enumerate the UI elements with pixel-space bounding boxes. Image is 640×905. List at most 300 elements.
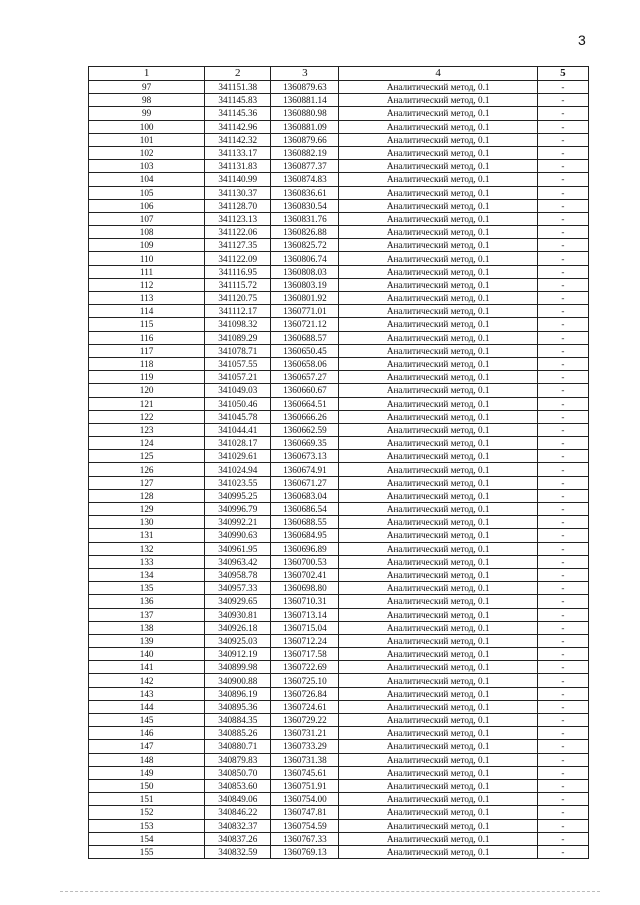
y-coordinate-cell: 1360683.04 — [271, 489, 339, 502]
note-cell: - — [537, 410, 588, 423]
table-row — [89, 753, 589, 766]
table-row — [89, 476, 589, 489]
method-cell: Аналитический метод, 0.1 — [339, 779, 537, 792]
point-number-cell: 147 — [89, 740, 205, 753]
note-cell: - — [537, 81, 588, 94]
x-coordinate-cell: 341078.71 — [205, 344, 271, 357]
method-cell: Аналитический метод, 0.1 — [339, 199, 537, 212]
note-cell: - — [537, 489, 588, 502]
table-row — [89, 344, 589, 357]
point-number-cell: 125 — [89, 450, 205, 463]
note-cell: - — [537, 212, 588, 225]
x-coordinate-cell: 341116.95 — [205, 265, 271, 278]
y-coordinate-cell: 1360669.35 — [271, 437, 339, 450]
x-coordinate-cell: 341122.09 — [205, 252, 271, 265]
x-coordinate-cell: 340961.95 — [205, 542, 271, 555]
table-row — [89, 555, 589, 568]
method-cell: Аналитический метод, 0.1 — [339, 397, 537, 410]
note-cell: - — [537, 503, 588, 516]
method-cell: Аналитический метод, 0.1 — [339, 120, 537, 133]
table-row — [89, 371, 589, 384]
y-coordinate-cell: 1360745.61 — [271, 766, 339, 779]
x-coordinate-cell: 341098.32 — [205, 318, 271, 331]
x-coordinate-cell: 341131.83 — [205, 160, 271, 173]
x-coordinate-cell: 341089.29 — [205, 331, 271, 344]
y-coordinate-cell: 1360724.61 — [271, 700, 339, 713]
table-row — [89, 160, 589, 173]
x-coordinate-cell: 341128.70 — [205, 199, 271, 212]
x-coordinate-cell: 341112.17 — [205, 305, 271, 318]
x-coordinate-cell: 341120.75 — [205, 292, 271, 305]
note-cell: - — [537, 278, 588, 291]
x-coordinate-cell: 340879.83 — [205, 753, 271, 766]
point-number-cell: 133 — [89, 555, 205, 568]
y-coordinate-cell: 1360879.63 — [271, 81, 339, 94]
note-cell: - — [537, 832, 588, 845]
method-cell: Аналитический метод, 0.1 — [339, 806, 537, 819]
y-coordinate-cell: 1360717.58 — [271, 648, 339, 661]
method-cell: Аналитический метод, 0.1 — [339, 687, 537, 700]
x-coordinate-cell: 340846.22 — [205, 806, 271, 819]
table-row — [89, 133, 589, 146]
y-coordinate-cell: 1360801.92 — [271, 292, 339, 305]
point-number-cell: 101 — [89, 133, 205, 146]
point-number-cell: 154 — [89, 832, 205, 845]
method-cell: Аналитический метод, 0.1 — [339, 766, 537, 779]
table-row — [89, 516, 589, 529]
x-coordinate-cell: 341142.32 — [205, 133, 271, 146]
note-cell: - — [537, 357, 588, 370]
note-cell: - — [537, 173, 588, 186]
point-number-cell: 124 — [89, 437, 205, 450]
note-cell: - — [537, 344, 588, 357]
x-coordinate-cell: 340850.70 — [205, 766, 271, 779]
point-number-cell: 136 — [89, 595, 205, 608]
note-cell: - — [537, 305, 588, 318]
table-row — [89, 173, 589, 186]
method-cell: Аналитический метод, 0.1 — [339, 516, 537, 529]
method-cell: Аналитический метод, 0.1 — [339, 753, 537, 766]
x-coordinate-cell: 341045.78 — [205, 410, 271, 423]
note-cell: - — [537, 819, 588, 832]
method-cell: Аналитический метод, 0.1 — [339, 371, 537, 384]
x-coordinate-cell: 341140.99 — [205, 173, 271, 186]
header-col-4: 4 — [339, 67, 537, 81]
point-number-cell: 144 — [89, 700, 205, 713]
table-row — [89, 819, 589, 832]
method-cell: Аналитический метод, 0.1 — [339, 542, 537, 555]
table-row — [89, 278, 589, 291]
point-number-cell: 126 — [89, 463, 205, 476]
note-cell: - — [537, 634, 588, 647]
point-number-cell: 109 — [89, 239, 205, 252]
y-coordinate-cell: 1360725.10 — [271, 674, 339, 687]
table-row — [89, 661, 589, 674]
method-cell: Аналитический метод, 0.1 — [339, 661, 537, 674]
method-cell: Аналитический метод, 0.1 — [339, 107, 537, 120]
y-coordinate-cell: 1360657.27 — [271, 371, 339, 384]
table-row — [89, 239, 589, 252]
x-coordinate-cell: 341145.83 — [205, 94, 271, 107]
y-coordinate-cell: 1360836.61 — [271, 186, 339, 199]
method-cell: Аналитический метод, 0.1 — [339, 463, 537, 476]
table-row — [89, 832, 589, 845]
point-number-cell: 131 — [89, 529, 205, 542]
x-coordinate-cell: 340995.25 — [205, 489, 271, 502]
point-number-cell: 149 — [89, 766, 205, 779]
y-coordinate-cell: 1360882.19 — [271, 146, 339, 159]
y-coordinate-cell: 1360751.91 — [271, 779, 339, 792]
x-coordinate-cell: 340849.06 — [205, 793, 271, 806]
table-row — [89, 648, 589, 661]
y-coordinate-cell: 1360684.95 — [271, 529, 339, 542]
table-row — [89, 107, 589, 120]
point-number-cell: 117 — [89, 344, 205, 357]
method-cell: Аналитический метод, 0.1 — [339, 793, 537, 806]
point-number-cell: 102 — [89, 146, 205, 159]
y-coordinate-cell: 1360722.69 — [271, 661, 339, 674]
point-number-cell: 113 — [89, 292, 205, 305]
table-row — [89, 292, 589, 305]
y-coordinate-cell: 1360733.29 — [271, 740, 339, 753]
table-row — [89, 700, 589, 713]
method-cell: Аналитический метод, 0.1 — [339, 489, 537, 502]
x-coordinate-cell: 340837.26 — [205, 832, 271, 845]
point-number-cell: 98 — [89, 94, 205, 107]
point-number-cell: 140 — [89, 648, 205, 661]
method-cell: Аналитический метод, 0.1 — [339, 305, 537, 318]
note-cell: - — [537, 160, 588, 173]
note-cell: - — [537, 199, 588, 212]
note-cell: - — [537, 582, 588, 595]
x-coordinate-cell: 340929.65 — [205, 595, 271, 608]
x-coordinate-cell: 340900.88 — [205, 674, 271, 687]
table-row — [89, 212, 589, 225]
y-coordinate-cell: 1360686.54 — [271, 503, 339, 516]
method-cell: Аналитический метод, 0.1 — [339, 595, 537, 608]
note-cell: - — [537, 700, 588, 713]
note-cell: - — [537, 423, 588, 436]
note-cell: - — [537, 450, 588, 463]
table-row — [89, 674, 589, 687]
point-number-cell: 112 — [89, 278, 205, 291]
method-cell: Аналитический метод, 0.1 — [339, 700, 537, 713]
table-header-row — [89, 67, 589, 81]
point-number-cell: 150 — [89, 779, 205, 792]
x-coordinate-cell: 340963.42 — [205, 555, 271, 568]
x-coordinate-cell: 340990.63 — [205, 529, 271, 542]
y-coordinate-cell: 1360710.31 — [271, 595, 339, 608]
table-row — [89, 423, 589, 436]
table-row — [89, 226, 589, 239]
method-cell: Аналитический метод, 0.1 — [339, 212, 537, 225]
x-coordinate-cell: 341151.38 — [205, 81, 271, 94]
x-coordinate-cell: 340912.19 — [205, 648, 271, 661]
y-coordinate-cell: 1360673.13 — [271, 450, 339, 463]
note-cell: - — [537, 292, 588, 305]
table-row — [89, 529, 589, 542]
point-number-cell: 142 — [89, 674, 205, 687]
table-row — [89, 542, 589, 555]
y-coordinate-cell: 1360731.21 — [271, 727, 339, 740]
note-cell: - — [537, 476, 588, 489]
method-cell: Аналитический метод, 0.1 — [339, 555, 537, 568]
x-coordinate-cell: 341024.94 — [205, 463, 271, 476]
note-cell: - — [537, 397, 588, 410]
x-coordinate-cell: 340832.59 — [205, 845, 271, 858]
y-coordinate-cell: 1360767.33 — [271, 832, 339, 845]
method-cell: Аналитический метод, 0.1 — [339, 133, 537, 146]
y-coordinate-cell: 1360662.59 — [271, 423, 339, 436]
method-cell: Аналитический метод, 0.1 — [339, 714, 537, 727]
point-number-cell: 123 — [89, 423, 205, 436]
x-coordinate-cell: 341044.41 — [205, 423, 271, 436]
table-row — [89, 384, 589, 397]
y-coordinate-cell: 1360877.37 — [271, 160, 339, 173]
point-number-cell: 114 — [89, 305, 205, 318]
point-number-cell: 146 — [89, 727, 205, 740]
point-number-cell: 119 — [89, 371, 205, 384]
method-cell: Аналитический метод, 0.1 — [339, 173, 537, 186]
point-number-cell: 151 — [89, 793, 205, 806]
method-cell: Аналитический метод, 0.1 — [339, 608, 537, 621]
table-row — [89, 740, 589, 753]
method-cell: Аналитический метод, 0.1 — [339, 410, 537, 423]
point-number-cell: 116 — [89, 331, 205, 344]
table-row — [89, 582, 589, 595]
note-cell: - — [537, 661, 588, 674]
note-cell: - — [537, 687, 588, 700]
y-coordinate-cell: 1360702.41 — [271, 568, 339, 581]
x-coordinate-cell: 341130.37 — [205, 186, 271, 199]
x-coordinate-cell: 340930.81 — [205, 608, 271, 621]
point-number-cell: 122 — [89, 410, 205, 423]
note-cell: - — [537, 186, 588, 199]
table-row — [89, 714, 589, 727]
table-row — [89, 265, 589, 278]
x-coordinate-cell: 340899.98 — [205, 661, 271, 674]
note-cell: - — [537, 463, 588, 476]
table-row — [89, 687, 589, 700]
method-cell: Аналитический метод, 0.1 — [339, 226, 537, 239]
method-cell: Аналитический метод, 0.1 — [339, 252, 537, 265]
method-cell: Аналитический метод, 0.1 — [339, 265, 537, 278]
table-row — [89, 793, 589, 806]
point-number-cell: 118 — [89, 357, 205, 370]
y-coordinate-cell: 1360712.24 — [271, 634, 339, 647]
note-cell: - — [537, 806, 588, 819]
y-coordinate-cell: 1360874.83 — [271, 173, 339, 186]
method-cell: Аналитический метод, 0.1 — [339, 423, 537, 436]
note-cell: - — [537, 318, 588, 331]
x-coordinate-cell: 341115.72 — [205, 278, 271, 291]
y-coordinate-cell: 1360688.55 — [271, 516, 339, 529]
y-coordinate-cell: 1360729.22 — [271, 714, 339, 727]
note-cell: - — [537, 753, 588, 766]
note-cell: - — [537, 621, 588, 634]
y-coordinate-cell: 1360881.09 — [271, 120, 339, 133]
note-cell: - — [537, 94, 588, 107]
method-cell: Аналитический метод, 0.1 — [339, 674, 537, 687]
point-number-cell: 103 — [89, 160, 205, 173]
note-cell: - — [537, 226, 588, 239]
point-number-cell: 120 — [89, 384, 205, 397]
point-number-cell: 153 — [89, 819, 205, 832]
method-cell: Аналитический метод, 0.1 — [339, 634, 537, 647]
y-coordinate-cell: 1360731.38 — [271, 753, 339, 766]
note-cell: - — [537, 542, 588, 555]
table-row — [89, 634, 589, 647]
table-row — [89, 146, 589, 159]
y-coordinate-cell: 1360825.72 — [271, 239, 339, 252]
method-cell: Аналитический метод, 0.1 — [339, 292, 537, 305]
note-cell: - — [537, 529, 588, 542]
note-cell: - — [537, 779, 588, 792]
x-coordinate-cell: 341127.35 — [205, 239, 271, 252]
y-coordinate-cell: 1360771.01 — [271, 305, 339, 318]
header-col-2: 2 — [205, 67, 271, 81]
x-coordinate-cell: 340925.03 — [205, 634, 271, 647]
point-number-cell: 121 — [89, 397, 205, 410]
point-number-cell: 100 — [89, 120, 205, 133]
method-cell: Аналитический метод, 0.1 — [339, 648, 537, 661]
y-coordinate-cell: 1360831.76 — [271, 212, 339, 225]
method-cell: Аналитический метод, 0.1 — [339, 146, 537, 159]
point-number-cell: 129 — [89, 503, 205, 516]
point-number-cell: 130 — [89, 516, 205, 529]
point-number-cell: 145 — [89, 714, 205, 727]
point-number-cell: 152 — [89, 806, 205, 819]
note-cell: - — [537, 648, 588, 661]
x-coordinate-cell: 341057.55 — [205, 357, 271, 370]
method-cell: Аналитический метод, 0.1 — [339, 621, 537, 634]
point-number-cell: 97 — [89, 81, 205, 94]
y-coordinate-cell: 1360826.88 — [271, 226, 339, 239]
method-cell: Аналитический метод, 0.1 — [339, 845, 537, 858]
y-coordinate-cell: 1360715.04 — [271, 621, 339, 634]
method-cell: Аналитический метод, 0.1 — [339, 819, 537, 832]
method-cell: Аналитический метод, 0.1 — [339, 740, 537, 753]
y-coordinate-cell: 1360806.74 — [271, 252, 339, 265]
method-cell: Аналитический метод, 0.1 — [339, 81, 537, 94]
page-number: 3 — [578, 32, 586, 48]
table-row — [89, 727, 589, 740]
table-row — [89, 410, 589, 423]
note-cell: - — [537, 766, 588, 779]
x-coordinate-cell: 340832.37 — [205, 819, 271, 832]
point-number-cell: 135 — [89, 582, 205, 595]
footer-scan-artifact — [60, 891, 600, 893]
point-number-cell: 155 — [89, 845, 205, 858]
y-coordinate-cell: 1360650.45 — [271, 344, 339, 357]
table-row — [89, 397, 589, 410]
table-row — [89, 357, 589, 370]
point-number-cell: 138 — [89, 621, 205, 634]
method-cell: Аналитический метод, 0.1 — [339, 568, 537, 581]
x-coordinate-cell: 340884.35 — [205, 714, 271, 727]
note-cell: - — [537, 740, 588, 753]
x-coordinate-cell: 340926.18 — [205, 621, 271, 634]
method-cell: Аналитический метод, 0.1 — [339, 239, 537, 252]
table-row — [89, 845, 589, 858]
y-coordinate-cell: 1360769.13 — [271, 845, 339, 858]
note-cell: - — [537, 384, 588, 397]
x-coordinate-cell: 340957.33 — [205, 582, 271, 595]
point-number-cell: 110 — [89, 252, 205, 265]
y-coordinate-cell: 1360879.66 — [271, 133, 339, 146]
y-coordinate-cell: 1360698.80 — [271, 582, 339, 595]
method-cell: Аналитический метод, 0.1 — [339, 529, 537, 542]
point-number-cell: 143 — [89, 687, 205, 700]
y-coordinate-cell: 1360696.89 — [271, 542, 339, 555]
method-cell: Аналитический метод, 0.1 — [339, 503, 537, 516]
point-number-cell: 134 — [89, 568, 205, 581]
table-row — [89, 186, 589, 199]
note-cell: - — [537, 252, 588, 265]
x-coordinate-cell: 340996.79 — [205, 503, 271, 516]
table-row — [89, 252, 589, 265]
y-coordinate-cell: 1360666.26 — [271, 410, 339, 423]
table-row — [89, 120, 589, 133]
table-row — [89, 595, 589, 608]
method-cell: Аналитический метод, 0.1 — [339, 318, 537, 331]
note-cell: - — [537, 133, 588, 146]
x-coordinate-cell: 340895.36 — [205, 700, 271, 713]
note-cell: - — [537, 674, 588, 687]
method-cell: Аналитический метод, 0.1 — [339, 357, 537, 370]
note-cell: - — [537, 107, 588, 120]
header-col-3: 3 — [271, 67, 339, 81]
point-number-cell: 104 — [89, 173, 205, 186]
note-cell: - — [537, 845, 588, 858]
x-coordinate-cell: 340896.19 — [205, 687, 271, 700]
x-coordinate-cell: 341023.55 — [205, 476, 271, 489]
y-coordinate-cell: 1360747.81 — [271, 806, 339, 819]
point-number-cell: 115 — [89, 318, 205, 331]
note-cell: - — [537, 371, 588, 384]
x-coordinate-cell: 340853.60 — [205, 779, 271, 792]
note-cell: - — [537, 146, 588, 159]
point-number-cell: 137 — [89, 608, 205, 621]
point-number-cell: 106 — [89, 199, 205, 212]
point-number-cell: 111 — [89, 265, 205, 278]
x-coordinate-cell: 341050.46 — [205, 397, 271, 410]
point-number-cell: 148 — [89, 753, 205, 766]
method-cell: Аналитический метод, 0.1 — [339, 832, 537, 845]
x-coordinate-cell: 341122.06 — [205, 226, 271, 239]
point-number-cell: 128 — [89, 489, 205, 502]
x-coordinate-cell: 341057.21 — [205, 371, 271, 384]
point-number-cell: 108 — [89, 226, 205, 239]
method-cell: Аналитический метод, 0.1 — [339, 727, 537, 740]
y-coordinate-cell: 1360881.14 — [271, 94, 339, 107]
note-cell: - — [537, 608, 588, 621]
method-cell: Аналитический метод, 0.1 — [339, 331, 537, 344]
note-cell: - — [537, 331, 588, 344]
y-coordinate-cell: 1360754.00 — [271, 793, 339, 806]
method-cell: Аналитический метод, 0.1 — [339, 450, 537, 463]
table-row — [89, 779, 589, 792]
point-number-cell: 127 — [89, 476, 205, 489]
table-row — [89, 94, 589, 107]
note-cell: - — [537, 516, 588, 529]
y-coordinate-cell: 1360830.54 — [271, 199, 339, 212]
point-number-cell: 132 — [89, 542, 205, 555]
x-coordinate-cell: 341029.61 — [205, 450, 271, 463]
table-row — [89, 450, 589, 463]
y-coordinate-cell: 1360700.53 — [271, 555, 339, 568]
point-number-cell: 139 — [89, 634, 205, 647]
